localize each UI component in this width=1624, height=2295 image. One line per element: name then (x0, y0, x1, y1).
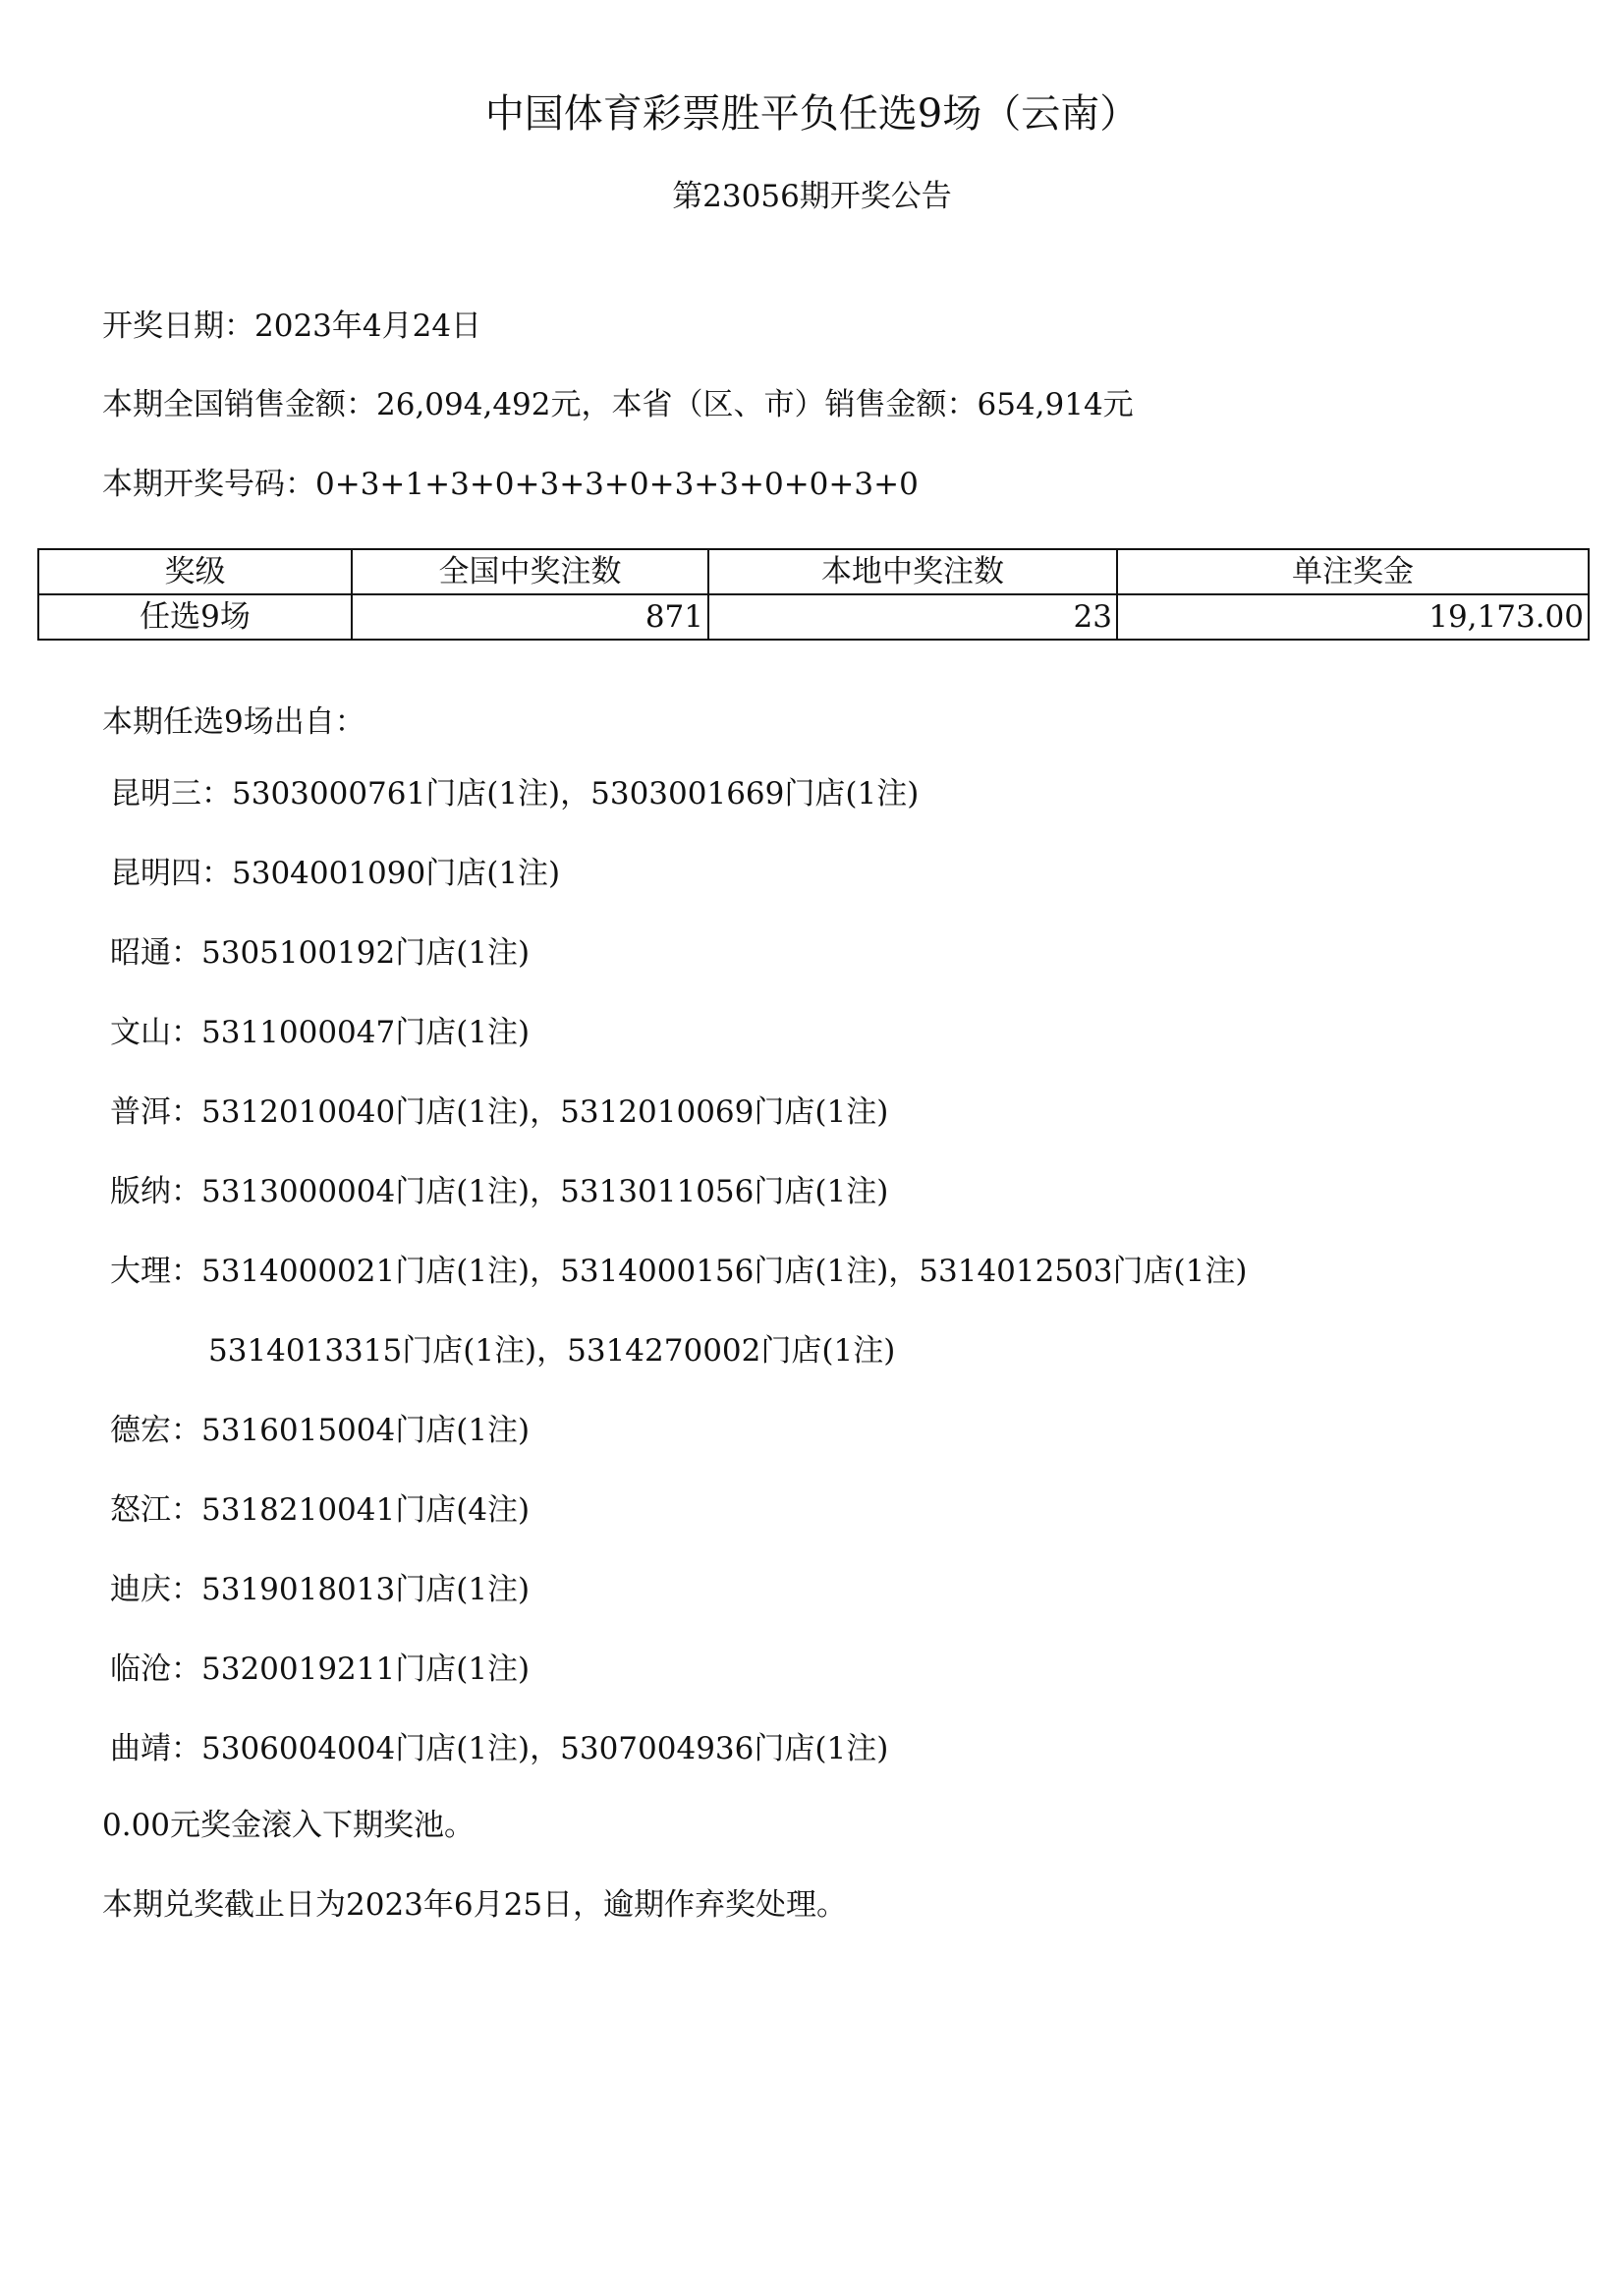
list-item (110, 1409, 1247, 1488)
list-item (110, 1329, 1247, 1409)
table-row (38, 594, 1589, 640)
shop-entries: 5304001090门店(1注) (232, 856, 561, 891)
shop-entries: 5313000004门店(1注)，5313011056门店(1注) (201, 1174, 889, 1209)
sales-line: 本期全国销售金额：26,094,492元，本省（区、市）销售金额：654,914元 (102, 387, 1134, 422)
shop-entries: 5319018013门店(1注) (201, 1572, 531, 1607)
region-name: 昭通： (110, 935, 201, 971)
winning-numbers-label: 本期开奖号码： (102, 467, 315, 502)
shop-entries: 5305100192门店(1注) (201, 935, 531, 971)
draw-date-line (102, 305, 481, 348)
region-name: 昆明三： (110, 776, 232, 812)
winning-numbers-value: 0+3+1+3+0+3+3+0+3+3+0+0+3+0 (315, 467, 919, 502)
region-name: 临沧： (110, 1651, 201, 1687)
region-name: 怒江： (110, 1492, 201, 1528)
region-name: 大理： (110, 1254, 201, 1289)
header-local-winners: 本地中奖注数 (708, 549, 1117, 594)
list-item (110, 931, 1247, 1011)
list-item (110, 1091, 1247, 1170)
region-name: 文山： (110, 1015, 201, 1050)
shop-entries: 5306004004门店(1注)，5307004936门店(1注) (201, 1731, 889, 1766)
header-prize-per-ticket: 单注奖金 (1117, 549, 1589, 594)
shop-entries: 5316015004门店(1注) (201, 1413, 531, 1448)
draw-date-value: 2023年4月24日 (254, 308, 482, 344)
shop-entries: 5303000761门店(1注)，5303001669门店(1注) (232, 776, 920, 812)
prize-table (37, 548, 1590, 641)
winning-shops-list (110, 772, 1247, 1807)
origin-heading: 本期任选9场出自： (102, 704, 365, 740)
header-prize-level: 奖级 (38, 549, 352, 594)
list-item (110, 852, 1247, 931)
shop-entries: 5318210041门店(4注) (201, 1492, 531, 1528)
list-item (110, 1488, 1247, 1568)
header-national-winners: 全国中奖注数 (352, 549, 708, 594)
list-item (110, 1011, 1247, 1091)
draw-date-label: 开奖日期： (102, 308, 254, 344)
region-name: 版纳： (110, 1174, 201, 1209)
prize-table-header-row (38, 549, 1589, 594)
list-item (110, 772, 1247, 852)
shop-entries: 5311000047门店(1注) (201, 1015, 531, 1050)
cell-local-winners: 23 (708, 594, 1117, 640)
region-name: 迪庆： (110, 1572, 201, 1607)
region-name: 昆明四： (110, 856, 232, 891)
list-item (110, 1250, 1247, 1329)
shop-entries: 5320019211门店(1注) (201, 1651, 531, 1687)
region-name: 普洱： (110, 1094, 201, 1130)
shop-entries: 5314013315门店(1注)，5314270002门店(1注) (208, 1333, 896, 1369)
draw-number-subtitle: 第23056期开奖公告 (672, 179, 952, 214)
region-name: 曲靖： (110, 1731, 201, 1766)
list-item (110, 1170, 1247, 1250)
page-title: 中国体育彩票胜平负任选9场（云南） (484, 91, 1140, 137)
cell-prize-per-ticket: 19,173.00 (1117, 594, 1589, 640)
list-item (110, 1568, 1247, 1648)
region-name: 德宏： (110, 1413, 201, 1448)
list-item (110, 1727, 1247, 1807)
shop-entries: 5312010040门店(1注)，5312010069门店(1注) (201, 1094, 889, 1130)
winning-numbers-line (102, 463, 919, 506)
claim-deadline-note: 本期兑奖截止日为2023年6月25日，逾期作弃奖处理。 (102, 1887, 848, 1923)
shop-entries: 5314000021门店(1注)，5314000156门店(1注)，5314012503门店(1注) (201, 1254, 1248, 1289)
list-item (110, 1648, 1247, 1727)
cell-national-winners: 871 (352, 594, 708, 640)
cell-prize-level: 任选9场 (38, 594, 352, 640)
rollover-note: 0.00元奖金滚入下期奖池。 (102, 1808, 476, 1843)
